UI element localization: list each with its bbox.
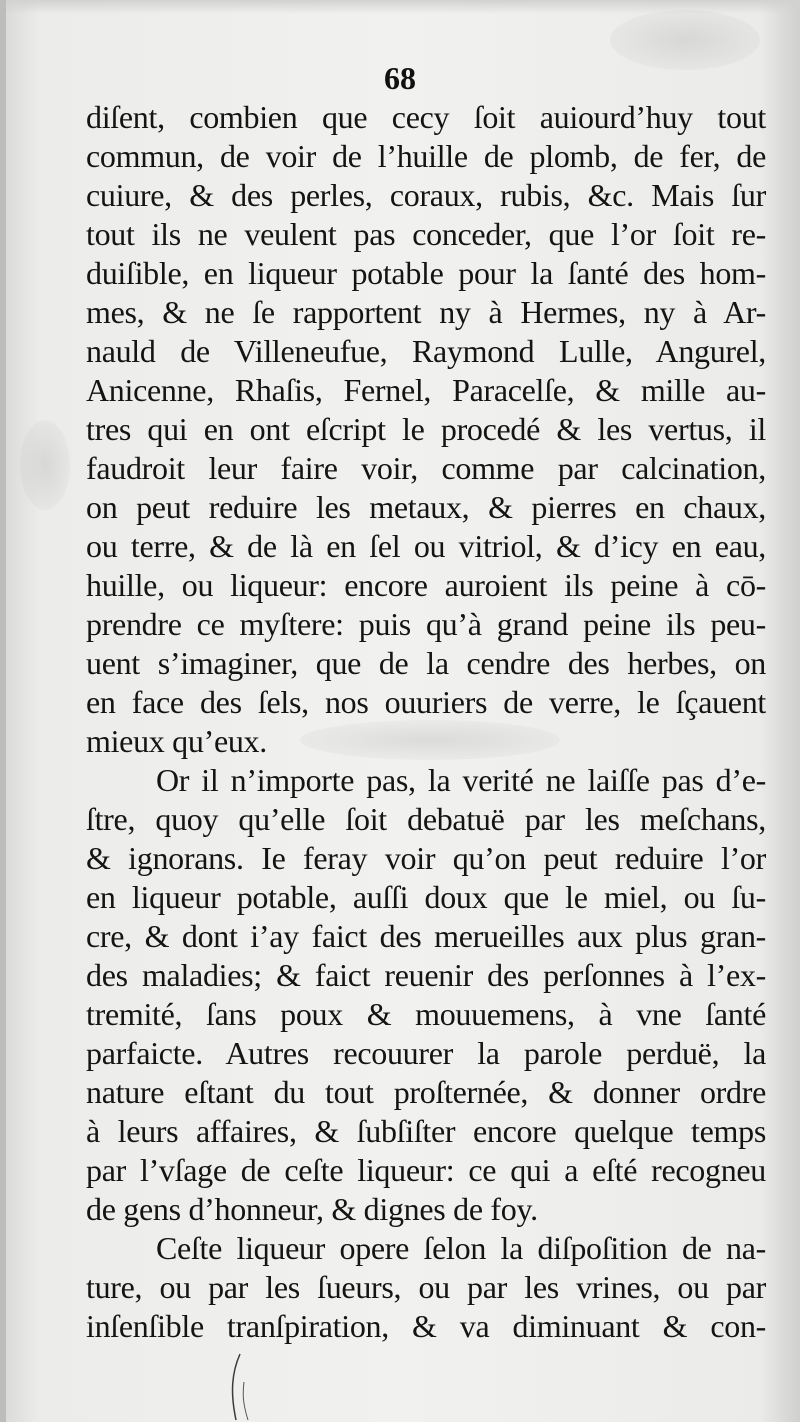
text-line: on peut reduire les metaux, & pierres en chaux, — [86, 489, 766, 525]
text-line: des maladies; & faict reuenir des perſonnes à l’ex- — [86, 957, 766, 993]
text-line: huille, ou liqueur: encore auroient ils peine à cō- — [86, 567, 766, 603]
text-line: cre, & dont i’ay faict des merueilles aux plus gran- — [86, 918, 766, 954]
pen-stroke-mark — [222, 1352, 262, 1422]
body-text — [86, 98, 766, 1346]
text-line: faudroit leur faire voir, comme par calcination, — [86, 450, 766, 486]
text-line: tout ils ne veulent pas conceder, que l’or ſoit re- — [86, 216, 766, 252]
text-line: uent s’imaginer, que de la cendre des herbes, on — [86, 645, 766, 681]
text-line: Ceſte liqueur opere ſelon la diſpoſition de na- — [156, 1230, 766, 1266]
text-line: diſent, combien que cecy ſoit auiourd’huy tout — [86, 99, 766, 135]
text-line: duiſible, en liqueur potable pour la ſanté des hom- — [86, 255, 766, 291]
text-line: mieux qu’eux. — [86, 723, 267, 759]
text-line: tres qui en ont eſcript le procedé & les vertus, il — [86, 411, 766, 447]
text-line: ſtre, quoy qu’elle ſoit debatuë par les meſchans, — [86, 801, 766, 837]
text-line: ture, ou par les ſueurs, ou par les vrines, ou par — [86, 1269, 766, 1305]
text-line: en liqueur potable, auſſi doux que le miel, ou ſu- — [86, 879, 766, 915]
text-line: mes, & ne ſe rapportent ny à Hermes, ny à Ar- — [86, 294, 766, 330]
text-line: inſenſible tranſpiration, & va diminuant & con- — [86, 1308, 766, 1344]
page-number: 68 — [384, 60, 416, 96]
text-line: en face des ſels, nos ouuriers de verre, le ſçauent — [86, 684, 766, 720]
text-line: de gens d’honneur, & dignes de foy. — [86, 1191, 538, 1227]
text-line: tremité, ſans poux & mouuemens, à vne ſanté — [86, 996, 766, 1032]
paper-stain — [20, 420, 70, 510]
text-line: parfaicte. Autres recouurer la parole perduë, la — [86, 1035, 766, 1071]
text-line: nauld de Villeneufue, Raymond Lulle, Angurel, — [86, 333, 766, 369]
text-line: Anicenne, Rhaſis, Fernel, Paracelſe, & mille au- — [86, 372, 766, 408]
text-line: à leurs affaires, & ſubſiſter encore quelque temps — [86, 1113, 766, 1149]
text-line: & ignorans. Ie feray voir qu’on peut reduire l’or — [86, 840, 766, 876]
text-line: cuiure, & des perles, coraux, rubis, &c. Mais ſur — [86, 177, 766, 213]
text-line: prendre ce myſtere: puis qu’à grand peine ils peu- — [86, 606, 766, 642]
text-line: Or il n’importe pas, la verité ne laiſſe pas d’e- — [156, 762, 766, 798]
scan-shadow-left — [0, 0, 6, 1422]
text-line: par l’vſage de ceſte liqueur: ce qui a eſté recogneu — [86, 1152, 766, 1188]
text-line: ou terre, & de là en ſel ou vitriol, & d’icy en eau, — [86, 528, 766, 564]
text-line: commun, de voir de l’huille de plomb, de fer, de — [86, 138, 766, 174]
text-line: nature eſtant du tout proſternée, & donner ordre — [86, 1074, 766, 1110]
